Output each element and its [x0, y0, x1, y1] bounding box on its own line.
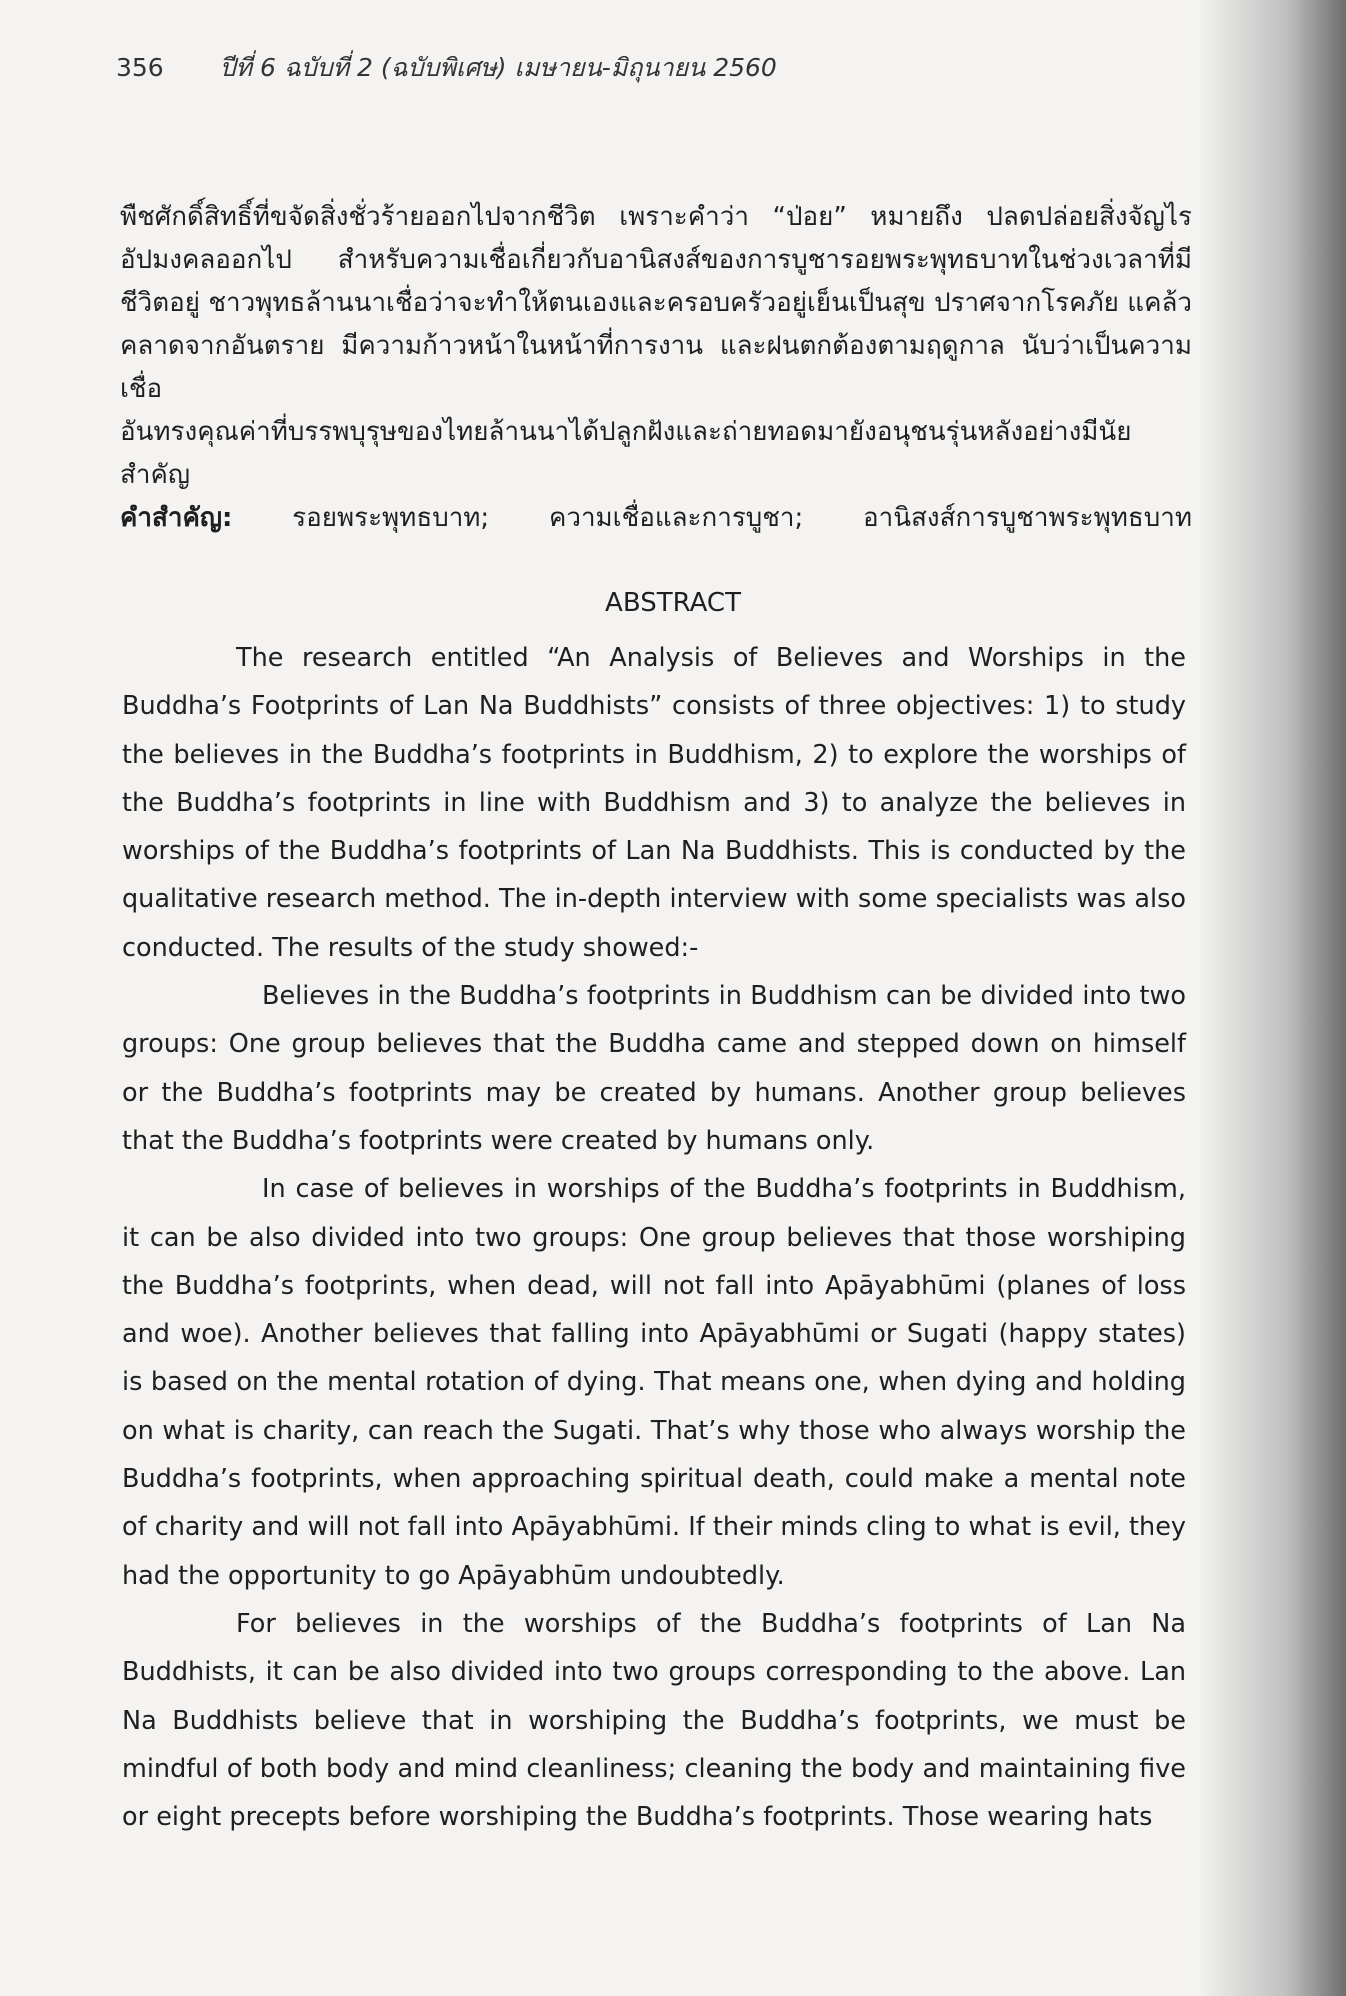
thai-abstract [120, 196, 1192, 540]
abstract-paragraph: Believes in the Buddha’s footprints in Buddhism can be divided into two groups: One group believes that the Buddha came and stepped down on himself or the Buddha’s footprints may be created by humans. Another group believes that the Buddha’s footprints were created by humans only. [122, 981, 1186, 1156]
keywords-list: รอยพระพุทธบาท; ความเชื่อและการบูชา; อานิสงส์การบูชาพระพุทธบาท [232, 503, 1192, 533]
abstract-paragraph: In case of believes in worships of the Buddha’s footprints in Buddhism, it can be also divided into two groups: One group believes that those worshiping the Buddha’s footprints, when dead, will not fall into Apāyabhūmi (planes of loss and woe). Another believes that falling into Apāyabhūmi or Sugati (happy states) is based on the mental rotation of dying. That means one, when dying and holding on what is charity, can reach the Sugati. That’s why those who always worship the Buddha’s footprints, when approaching spiritual death, could make a mental note of charity and will not fall into Apāyabhūmi. If their minds cling to what is evil, they had the opportunity to go Apāyabhūm undoubtedly. [122, 1174, 1186, 1591]
thai-line: พืชศักดิ์สิทธิ์ที่ขจัดสิ่งชั่วร้ายออกไปจากชีวิต เพราะคำว่า “ป่อย” หมายถึง ปลดปล่อยสิ่งจัญไร [120, 202, 1192, 232]
keywords-label: คำสำคัญ: [120, 503, 233, 533]
keywords [120, 497, 1192, 540]
thai-line: คลาดจากอันตราย มีความก้าวหน้าในหน้าที่การงาน และฝนตกต้องตามฤดูกาล นับว่าเป็นความเชื่อ [120, 331, 1192, 404]
abstract-paragraph: The research entitled “An Analysis of Believes and Worships in the Buddha’s Footprints of Lan Na Buddhists” consists of three objectives: 1) to study the believes in the Buddha’s footprints in Buddhism, 2) to explore the worships of the Buddha’s footprints in line with Buddhism and 3) to analyze the believes in worships of the Buddha’s footprints of Lan Na Buddhists. This is conducted by the qualitative research method. The in-depth interview with some specialists was also conducted. The results of the study showed:- [122, 643, 1186, 963]
page-number: 356 [116, 53, 164, 82]
abstract-paragraph: For believes in the worships of the Buddha’s footprints of Lan Na Buddhists, it can be also divided into two groups corresponding to the above. Lan Na Buddhists believe that in worshiping the Buddha’s footprints, we must be mindful of both body and mind cleanliness; cleaning the body and maintaining five or eight precepts before worshiping the Buddha’s footprints. Those wearing hats [122, 1608, 1186, 1833]
journal-issue: ปีที่ 6 ฉบับที่ 2 (ฉบับพิเศษ) เมษายน-มิถุนายน 2560 [219, 53, 777, 82]
english-abstract [122, 634, 1186, 1841]
running-header [116, 48, 777, 88]
thai-line: ชีวิตอยู่ ชาวพุทธล้านนาเชื่อว่าจะทำให้ตนเองและครอบครัวอยู่เย็นเป็นสุข ปราศจากโรคภัย แคล้ว [120, 288, 1192, 318]
page-gutter-shadow [1196, 0, 1346, 1996]
thai-line: อัปมงคลออกไป สำหรับความเชื่อเกี่ยวกับอานิสงส์ของการบูชารอยพระพุทธบาทในช่วงเวลาที่มี [120, 245, 1192, 275]
thai-line: อันทรงคุณค่าที่บรรพบุรุษของไทยล้านนาได้ปลูกฝังและถ่ายทอดมายังอนุชนรุ่นหลังอย่างมีนัยสำคัญ [120, 417, 1132, 490]
abstract-heading: ABSTRACT [605, 588, 741, 618]
